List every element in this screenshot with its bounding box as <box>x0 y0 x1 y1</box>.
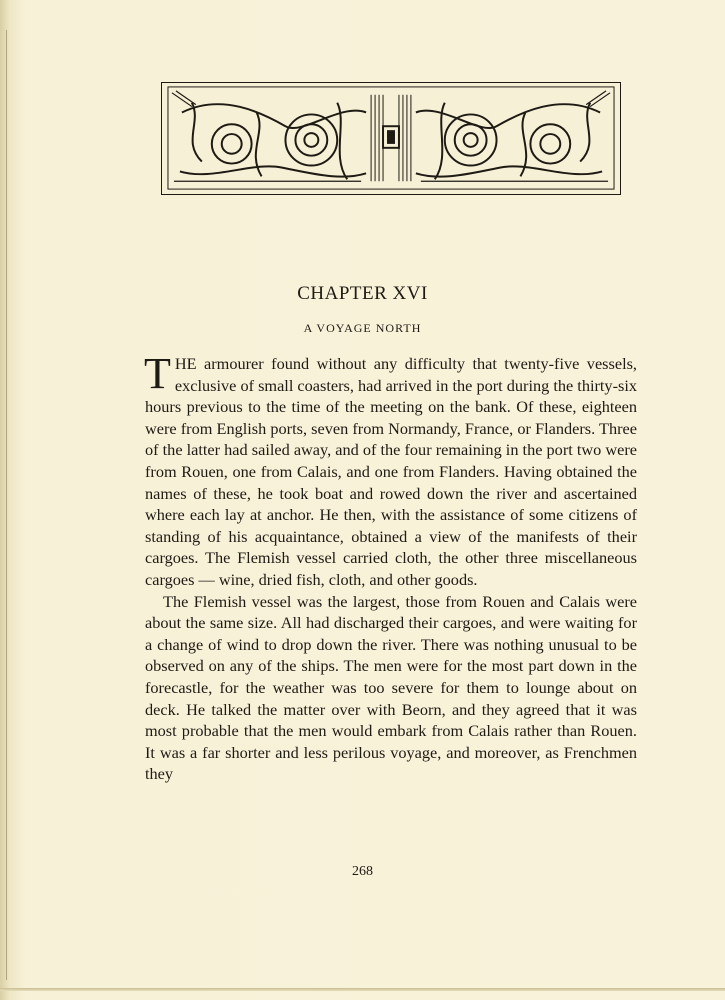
body-text <box>144 349 637 785</box>
page-number: 268 <box>352 864 373 879</box>
decorative-headpiece <box>161 82 621 195</box>
paragraph <box>145 591 637 785</box>
chapter-subtitle: A VOYAGE NORTH <box>303 321 422 335</box>
paragraph <box>144 349 637 591</box>
paragraph-text: The Flemish vessel was the largest, those from Rouen and Calais were about the same size. All had discharged their cargoes, and were waiting for a change of wind to drop down the river. There was nothing unusual to be observed on any of the ships. The men were for the most part down in the forecastle, for the weather was too severe for them to lounge about on deck. He talked the matter over with Beorn, and they agreed that it was most probable that the men would embark from Calais rather than Rouen. It was a far shorter and less perilous voyage, and moreover, as Frenchmen they <box>145 591 637 784</box>
ornament-illustration <box>162 83 620 194</box>
chapter-title: CHAPTER XVI <box>297 283 428 304</box>
drop-cap: T <box>144 349 171 398</box>
paragraph-text: HE armourer found without any difficulty that twenty-five vessels, exclusive of small coasters, had arrived in the port during the thirty-six hours previous to the time of the meeting on the bank. Of these, eighteen were from English ports, seven from Normandy, France, or Flanders. Three of the latter had sailed away, and of the four remaining in the port two were from Rouen, one from Calais, and one from Flanders. Having obtained the names of these, he took boat and rowed down the river and ascertained where each lay at anchor. He then, with the assistance of some citizens of standing of his acquaintance, obtained a view of the manifests of their cargoes. The Flemish vessel carried cloth, the other three miscellaneous cargoes — wine, dried fish, cloth, and other goods. <box>145 354 637 589</box>
page-bottom-edge <box>0 988 725 991</box>
binding-edge <box>6 30 7 980</box>
